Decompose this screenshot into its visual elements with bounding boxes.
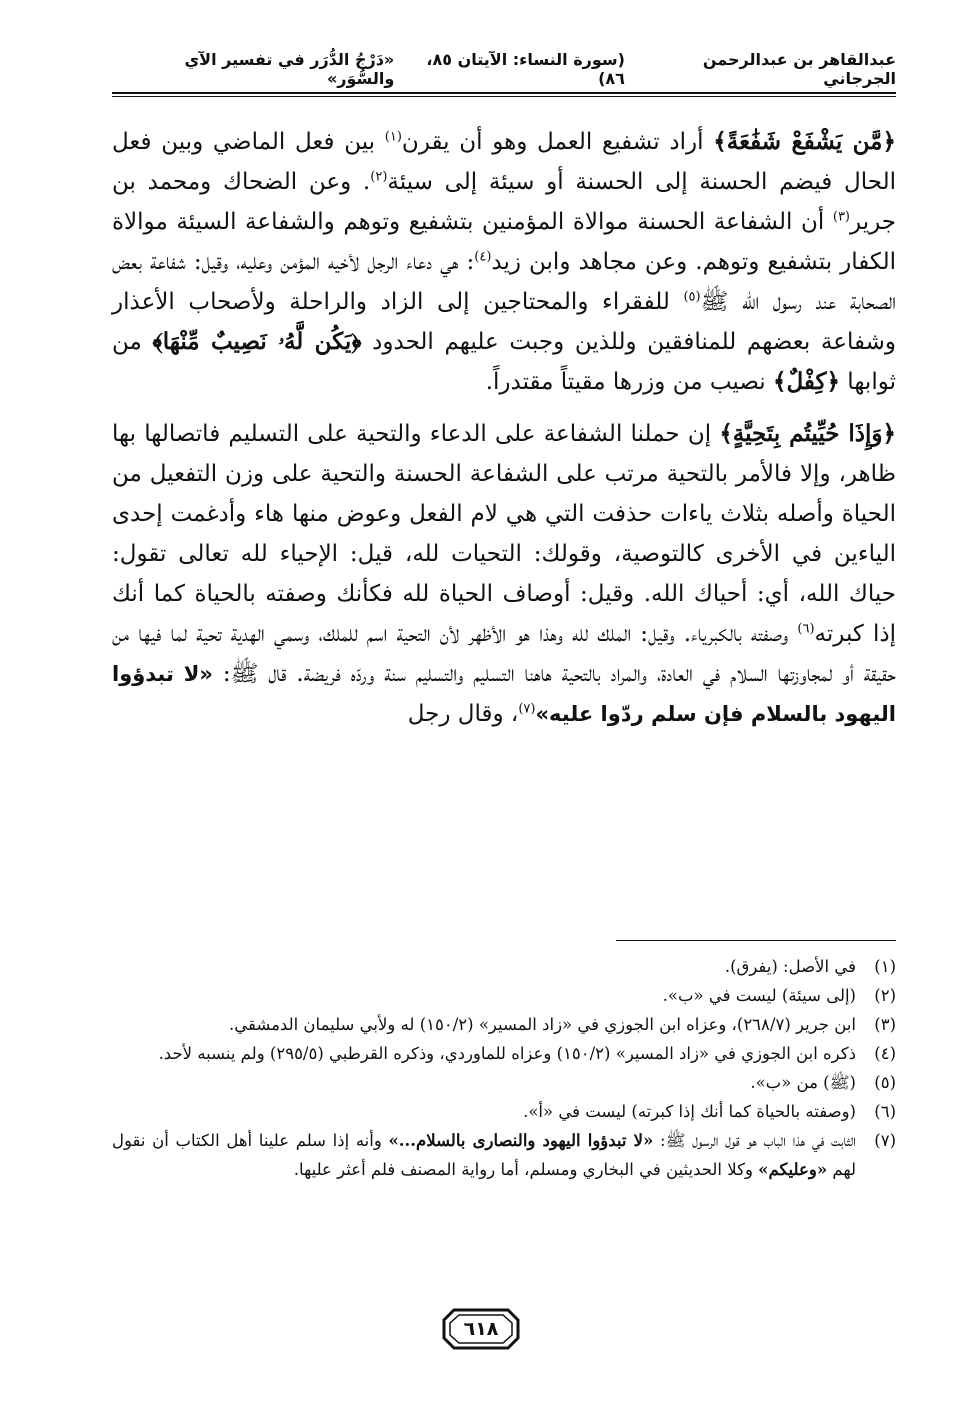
text-run: الثابت في هذا الباب هو قول الرسول ﷺ: [653, 1131, 856, 1150]
main-text [112, 122, 896, 734]
footnote-number: (٢) [874, 986, 896, 1005]
text-run: نصيب من وزرها مقيتاً مقتدراً. [485, 369, 774, 395]
footnote-ref[interactable]: (١) [384, 129, 402, 145]
text-run: أراد تشفيع العمل وهو أن يقرن [401, 129, 714, 155]
hadith-quote: «لا تبدؤوا اليهود والنصارى بالسلام...» [388, 1131, 654, 1150]
text-run: وصفته بالكبرياء. وقيل: الملك لله وهذا هو الأظهر لأن التحية اسم للملك، وسمي الهدية تحية لما فيها من حقيقة أو لمجاوزتها السلام في العادة، والمراد بالتحية هاهنا التسليم والتسليم سنة وردّه فريضة. قال ﷺ: [112, 621, 896, 687]
text-run: للفقراء والمحتاجين إلى الزاد والراحلة ولأصحاب الأعذار وشفاعة بعضهم للمنافقين وللذين وجبت عليهم الحدود [112, 289, 897, 355]
text-run: . وعن الضحاك ومحمد بن جرير [112, 169, 896, 235]
quran-quote: ﴿وَإِذَا حُيِّيتُم بِتَحِيَّةٍ﴾ [719, 420, 896, 447]
footnote-3 [112, 1010, 896, 1039]
text-run: بين فعل الماضي وبين فعل الحال فيضم الحسنة إلى الحسنة أو سيئة إلى سيئة [112, 129, 896, 195]
footnote-text: ذكره ابن الجوزي في «زاد المسير» (١٥٠/٢) وعزاه للماوردي، وذكره القرطبي (٢٩٥/٥) ولم ينسبه لأحد. [158, 1044, 856, 1063]
footnote-5 [112, 1068, 896, 1097]
footnote-number: (١) [874, 957, 896, 976]
footnote-text: (إلى سيئة) ليست في «ب». [662, 986, 856, 1005]
footnote-number: (٣) [874, 1015, 896, 1034]
paragraph-1 [112, 122, 896, 402]
footnote-4 [112, 1039, 896, 1068]
text-run: وكلا الحديثين في البخاري ومسلم، أما رواية المصنف فلم أعثر عليها. [293, 1160, 759, 1179]
quran-quote: ﴿يَكُن لَّهُۥ نَصِيبٌ مِّنْهَا﴾ [152, 328, 362, 355]
text-run: : هي دعاء الرجل لأخيه المؤمن وعليه، وقيل: شفاعة بعض الصحابة عند رسول الله ﷺ [112, 249, 896, 315]
text-run: أن الشفاعة الحسنة موالاة المؤمنين بتشفيع وتوهم والشفاعة السيئة موالاة الكفار بتشفيع وتوهم. وعن مجاهد وابن زيد [112, 209, 897, 275]
running-header [112, 52, 896, 86]
quran-quote: ﴿كِفْلٌ﴾ [773, 368, 840, 395]
footnote-divider [616, 940, 896, 941]
hadith-quote: «لا تبدؤوا اليهود بالسلام فإن سلم ردّوا عليه» [112, 662, 896, 726]
footnote-6 [112, 1097, 896, 1126]
footnote-number: (٧) [874, 1131, 896, 1150]
footnote-ref[interactable]: (٢) [370, 169, 388, 185]
footnote-ref[interactable]: (٦) [797, 621, 815, 637]
footnote-text: (ﷺ) من «ب». [750, 1073, 856, 1092]
footnote-text: ابن جرير (٢٦٨/٧)، وعزاه ابن الجوزي في «زاد المسير» (١٥٠/٢) له ولأبي سليمان الدمشقي. [229, 1015, 856, 1034]
text-run: من ثوابها [112, 329, 896, 395]
text-run: إن حملنا الشفاعة على الدعاء والتحية على التسليم فاتصالها بها ظاهر، وإلا فالأمر بالتحية مرتب على الشفاعة الحسنة والتحية على وزن التفعيل من الحياة وأصله بثلاث ياءات حذفت التي هي لام الفعل وعوض منها هاء وأدغمت إحدى الياءين في الأخرى كالتوصية، وقولك: التحيات لله، قيل: الإحياء لله تعالى تقول: حياك الله، أي: أحياك الله. وقيل: أوصاف الحياة لله فكأنك وصفته بالحياة كما أنك إذا كبرته [112, 421, 896, 647]
header-book-title: «دَرْجُ الدُّرَر في تفسير الآي والسُّوَر» [184, 50, 395, 88]
text-run: وأنه إذا سلم علينا أهل الكتاب أن نقول لهم [112, 1131, 856, 1179]
quran-quote: ﴿مَّن يَشْفَعْ شَفَٰعَةً﴾ [713, 128, 896, 155]
footnote-ref[interactable]: (٤) [474, 249, 492, 265]
footnote-number: (٤) [874, 1044, 896, 1063]
footnote-2 [112, 981, 896, 1010]
header-rule [112, 92, 896, 97]
footnote-text [112, 1126, 856, 1184]
page-number-ornament [440, 1306, 522, 1352]
footnote-ref[interactable]: (٣) [832, 209, 850, 225]
footnote-text: في الأصل: (يفرق). [724, 957, 856, 976]
text-run: ، وقال رجل [407, 701, 519, 727]
footnote-ref[interactable]: (٥) [683, 289, 701, 305]
header-surah: (سورة النساء: الآيتان ٨٥، ٨٦) [426, 50, 625, 88]
footnote-7 [112, 1126, 896, 1184]
footnote-ref[interactable]: (٧) [518, 701, 536, 717]
footnotes [112, 952, 896, 1184]
header-author: عبدالقاهر بن عبدالرحمن الجرجاني [702, 50, 896, 88]
paragraph-2 [112, 414, 896, 734]
hadith-quote: «وعليكم» [758, 1160, 828, 1179]
footnote-number: (٦) [874, 1102, 896, 1121]
footnote-number: (٥) [874, 1073, 896, 1092]
footnote-text: (وصفته بالحياة كما أنك إذا كبرته) ليست في «أ». [523, 1102, 856, 1121]
page-number: ٦١٨ [463, 1318, 499, 1340]
footnote-1 [112, 952, 896, 981]
